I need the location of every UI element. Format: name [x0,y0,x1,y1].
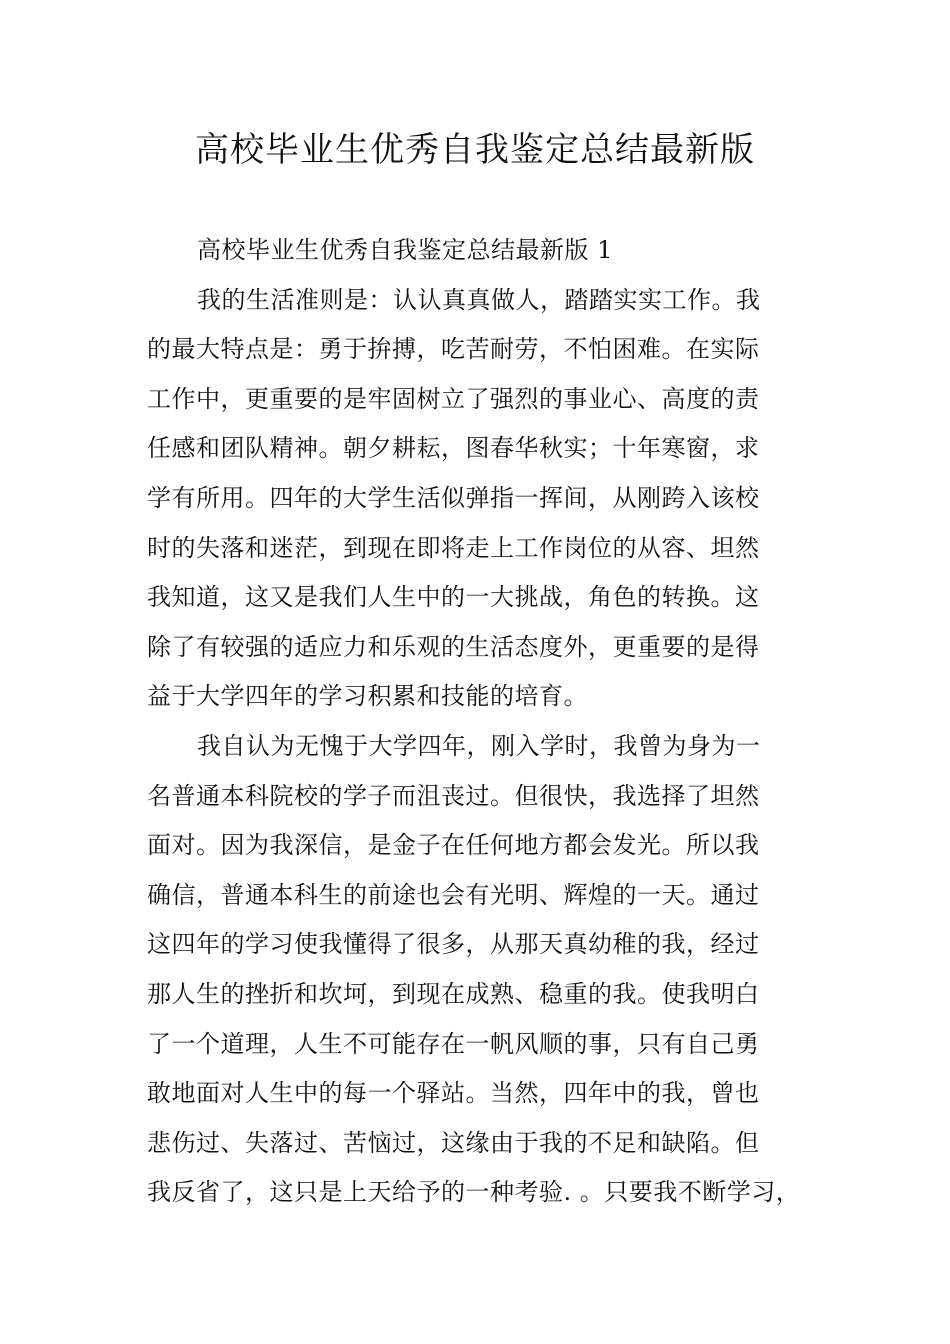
body-text-line: 那人生的挫折和坎坷，到现在成熟、稳重的我。使我明白 [147,979,760,1008]
body-text-line: 时的失落和迷茫，到现在即将走上工作岗位的从容、坦然 [147,533,760,562]
document-body [147,226,827,1218]
body-text-line: 学有所用。四年的大学生活似弹指一挥间，从刚跨入该校 [147,483,760,512]
body-text-line: 我的生活准则是：认认真真做人，踏踏实实工作。我 [197,285,761,314]
body-text-line: 确信，普通本科生的前途也会有光明、辉煌的一天。通过 [147,880,760,909]
body-text-line: 了一个道理，人生不可能存在一帆风顺的事，只有自己勇 [147,1029,760,1058]
document-title: 高校毕业生优秀自我鉴定总结最新版 [195,130,755,170]
body-text-line: 这四年的学习使我懂得了很多，从那天真幼稚的我，经过 [147,930,760,959]
body-text-line: 的最大特点是：勇于拚搏，吃苦耐劳，不怕困难。在实际 [147,335,760,364]
body-text-line: 面对。因为我深信，是金子在任何地方都会发光。所以我 [147,831,760,860]
body-text-line: 我反省了，这只是上天给予的一种考验. 。只要我不断学习， [147,1178,801,1207]
body-text-line: 敢地面对人生中的每一个驿站。当然，四年中的我，曾也 [147,1079,760,1108]
body-text-line: 名普通本科院校的学子而沮丧过。但很快，我选择了坦然 [147,781,760,810]
body-text-line: 高校毕业生优秀自我鉴定总结最新版 1 [197,236,613,264]
body-text-line: 我自认为无愧于大学四年，刚入学时，我曾为身为一 [197,731,761,760]
body-text-line: 除了有较强的适应力和乐观的生活态度外，更重要的是得 [147,632,760,661]
body-text-line: 悲伤过、失落过、苦恼过，这缘由于我的不足和缺陷。但 [147,1128,760,1157]
body-text-line: 工作中，更重要的是牢固树立了强烈的事业心、高度的责 [147,384,760,413]
body-text-line: 益于大学四年的学习积累和技能的培育。 [147,682,588,711]
body-text-line: 我知道，这又是我们人生中的一大挑战，角色的转换。这 [147,583,760,612]
body-text-line: 任感和团队精神。朝夕耕耘，图春华秋实；十年寒窗，求 [147,434,760,463]
